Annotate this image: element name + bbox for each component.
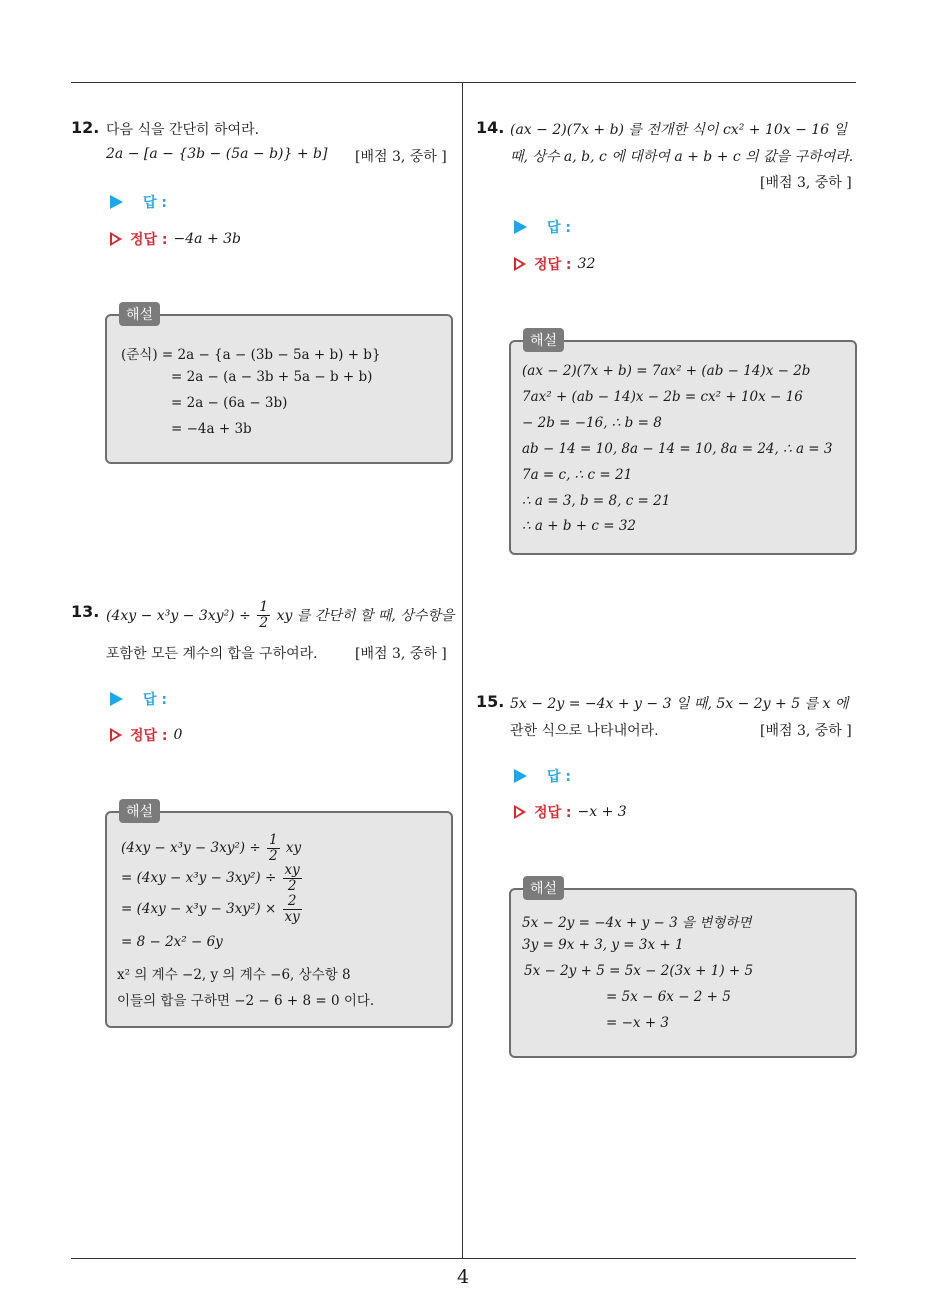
solution-line: (ax − 2)(7x + b) = 7ax² + (ab − 14)x − 2b (522, 363, 811, 379)
numerator: xy (284, 862, 300, 878)
play-icon (514, 769, 527, 783)
question-text (106, 600, 454, 632)
answer-row (110, 689, 167, 709)
question-number: 13. (71, 602, 100, 621)
score-meta: [배점 3, 중하 ] (760, 723, 852, 739)
answer-label: 답 : (547, 220, 571, 236)
correct-label: 정답 : (130, 232, 168, 248)
numerator: 1 (268, 832, 278, 848)
solution-tag: 해설 (523, 876, 564, 900)
question-number: 14. (476, 118, 505, 137)
correct-answer: −4a + 3b (173, 231, 242, 247)
column-divider (462, 83, 463, 1258)
solution-line: 7ax² + (ab − 14)x − 2b = cx² + 10x − 16 (522, 389, 803, 405)
correct-label: 정답 : (534, 257, 572, 273)
correct-label: 정답 : (130, 728, 168, 744)
solution-line: ∴ a + b + c = 32 (522, 518, 636, 534)
question-expression: 2a − [a − {3b − (5a − b)} + b] (106, 146, 328, 162)
solution-line: (준식) = 2a − {a − (3b − 5a + b) + b} (121, 347, 381, 363)
answer-label: 답 : (547, 769, 571, 785)
solution-line: ab − 14 = 10, 8a − 14 = 10, 8a = 24, ∴ a = 3 (522, 441, 833, 457)
solution-expr: = (4xy − x³y − 3xy²) ÷ (121, 869, 277, 886)
solution-line: 7a = c, ∴ c = 21 (522, 467, 633, 483)
correct-answer-row (110, 229, 241, 249)
answer-label: 답 : (143, 692, 167, 708)
solution-tag: 해설 (523, 328, 564, 352)
question-number: 15. (476, 692, 505, 711)
question-number: 12. (71, 118, 100, 137)
score-meta: [배점 3, 중하 ] (355, 646, 447, 662)
play-outline-icon (110, 232, 122, 246)
solution-line: ∴ a = 3, b = 8, c = 21 (522, 493, 671, 509)
question-text: (ax − 2)(7x + b) 를 전개한 식이 cx² + 10x − 16 일 (510, 122, 848, 138)
play-outline-icon (110, 728, 122, 742)
solution-line (121, 833, 301, 864)
expression-right: xy 를 간단히 할 때, 상수항을 (276, 607, 455, 624)
solution-line: = 2a − (a − 3b + 5a − b + b) (171, 369, 373, 385)
solution-line: 5x − 2y = −4x + y − 3 을 변형하면 (522, 915, 752, 931)
play-outline-icon (514, 257, 526, 271)
solution-line (121, 863, 304, 894)
solution-line: 3y = 9x + 3, y = 3x + 1 (522, 937, 684, 953)
solution-line: = 2a − (6a − 3b) (171, 395, 288, 411)
play-icon (514, 220, 527, 234)
solution-line: = 8 − 2x² − 6y (121, 934, 223, 950)
page-number: 4 (456, 1266, 470, 1288)
expression-left: (4xy − x³y − 3xy²) ÷ (106, 607, 251, 624)
correct-answer-row (110, 725, 182, 745)
correct-answer: −x + 3 (577, 804, 627, 820)
denominator: 2 (268, 847, 278, 864)
play-outline-icon (514, 805, 526, 819)
solution-tag: 해설 (119, 799, 160, 823)
denominator: xy (284, 908, 300, 925)
question-text: 다음 식을 간단히 하여라. (106, 122, 260, 138)
solution-line: = −x + 3 (606, 1015, 670, 1031)
correct-answer-row (514, 254, 595, 274)
solution-line: − 2b = −16, ∴ b = 8 (522, 415, 662, 431)
question-text: 5x − 2y = −4x + y − 3 일 때, 5x − 2y + 5 를 x 에 (510, 696, 849, 712)
solution-tag: 해설 (119, 302, 160, 326)
solution-line: 이들의 합을 구하면 −2 − 6 + 8 = 0 이다. (117, 993, 375, 1009)
numerator: 2 (283, 894, 302, 910)
top-rule (71, 82, 856, 83)
question-text-line2: 포함한 모든 계수의 합을 구하여라. (106, 646, 318, 662)
score-meta: [배점 3, 중하 ] (760, 175, 852, 191)
bottom-rule (71, 1258, 856, 1259)
fraction (257, 600, 270, 632)
numerator: 1 (259, 599, 269, 615)
answer-label: 답 : (143, 195, 167, 211)
denominator: 2 (259, 615, 269, 632)
question-text-line2: 관한 식으로 나타내어라. (510, 723, 659, 739)
fraction (283, 894, 302, 925)
correct-answer: 0 (173, 727, 183, 743)
play-icon (110, 692, 123, 706)
solution-line: 5x − 2y + 5 = 5x − 2(3x + 1) + 5 (524, 963, 754, 979)
answer-row (110, 192, 167, 212)
solution-line (121, 894, 304, 925)
correct-label: 정답 : (534, 805, 572, 821)
solution-expr: (4xy − x³y − 3xy²) ÷ (121, 839, 261, 856)
fraction (283, 863, 302, 894)
solution-line: = −4a + 3b (171, 421, 252, 437)
answer-row (514, 217, 571, 237)
solution-expr: xy (285, 839, 302, 856)
correct-answer: 32 (577, 256, 596, 272)
correct-answer-row (514, 802, 627, 822)
solution-line: = 5x − 6x − 2 + 5 (606, 989, 731, 1005)
play-icon (110, 195, 123, 209)
solution-box (105, 314, 453, 464)
solution-expr: = (4xy − x³y − 3xy²) × (121, 900, 277, 917)
solution-line: x² 의 계수 −2, y 의 계수 −6, 상수항 8 (117, 967, 351, 983)
score-meta: [배점 3, 중하 ] (355, 149, 447, 165)
fraction (267, 833, 280, 864)
question-text-line2: 때, 상수 a, b, c 에 대하여 a + b + c 의 값을 구하여라. (510, 149, 854, 165)
denominator: 2 (287, 877, 297, 894)
answer-row (514, 766, 571, 786)
